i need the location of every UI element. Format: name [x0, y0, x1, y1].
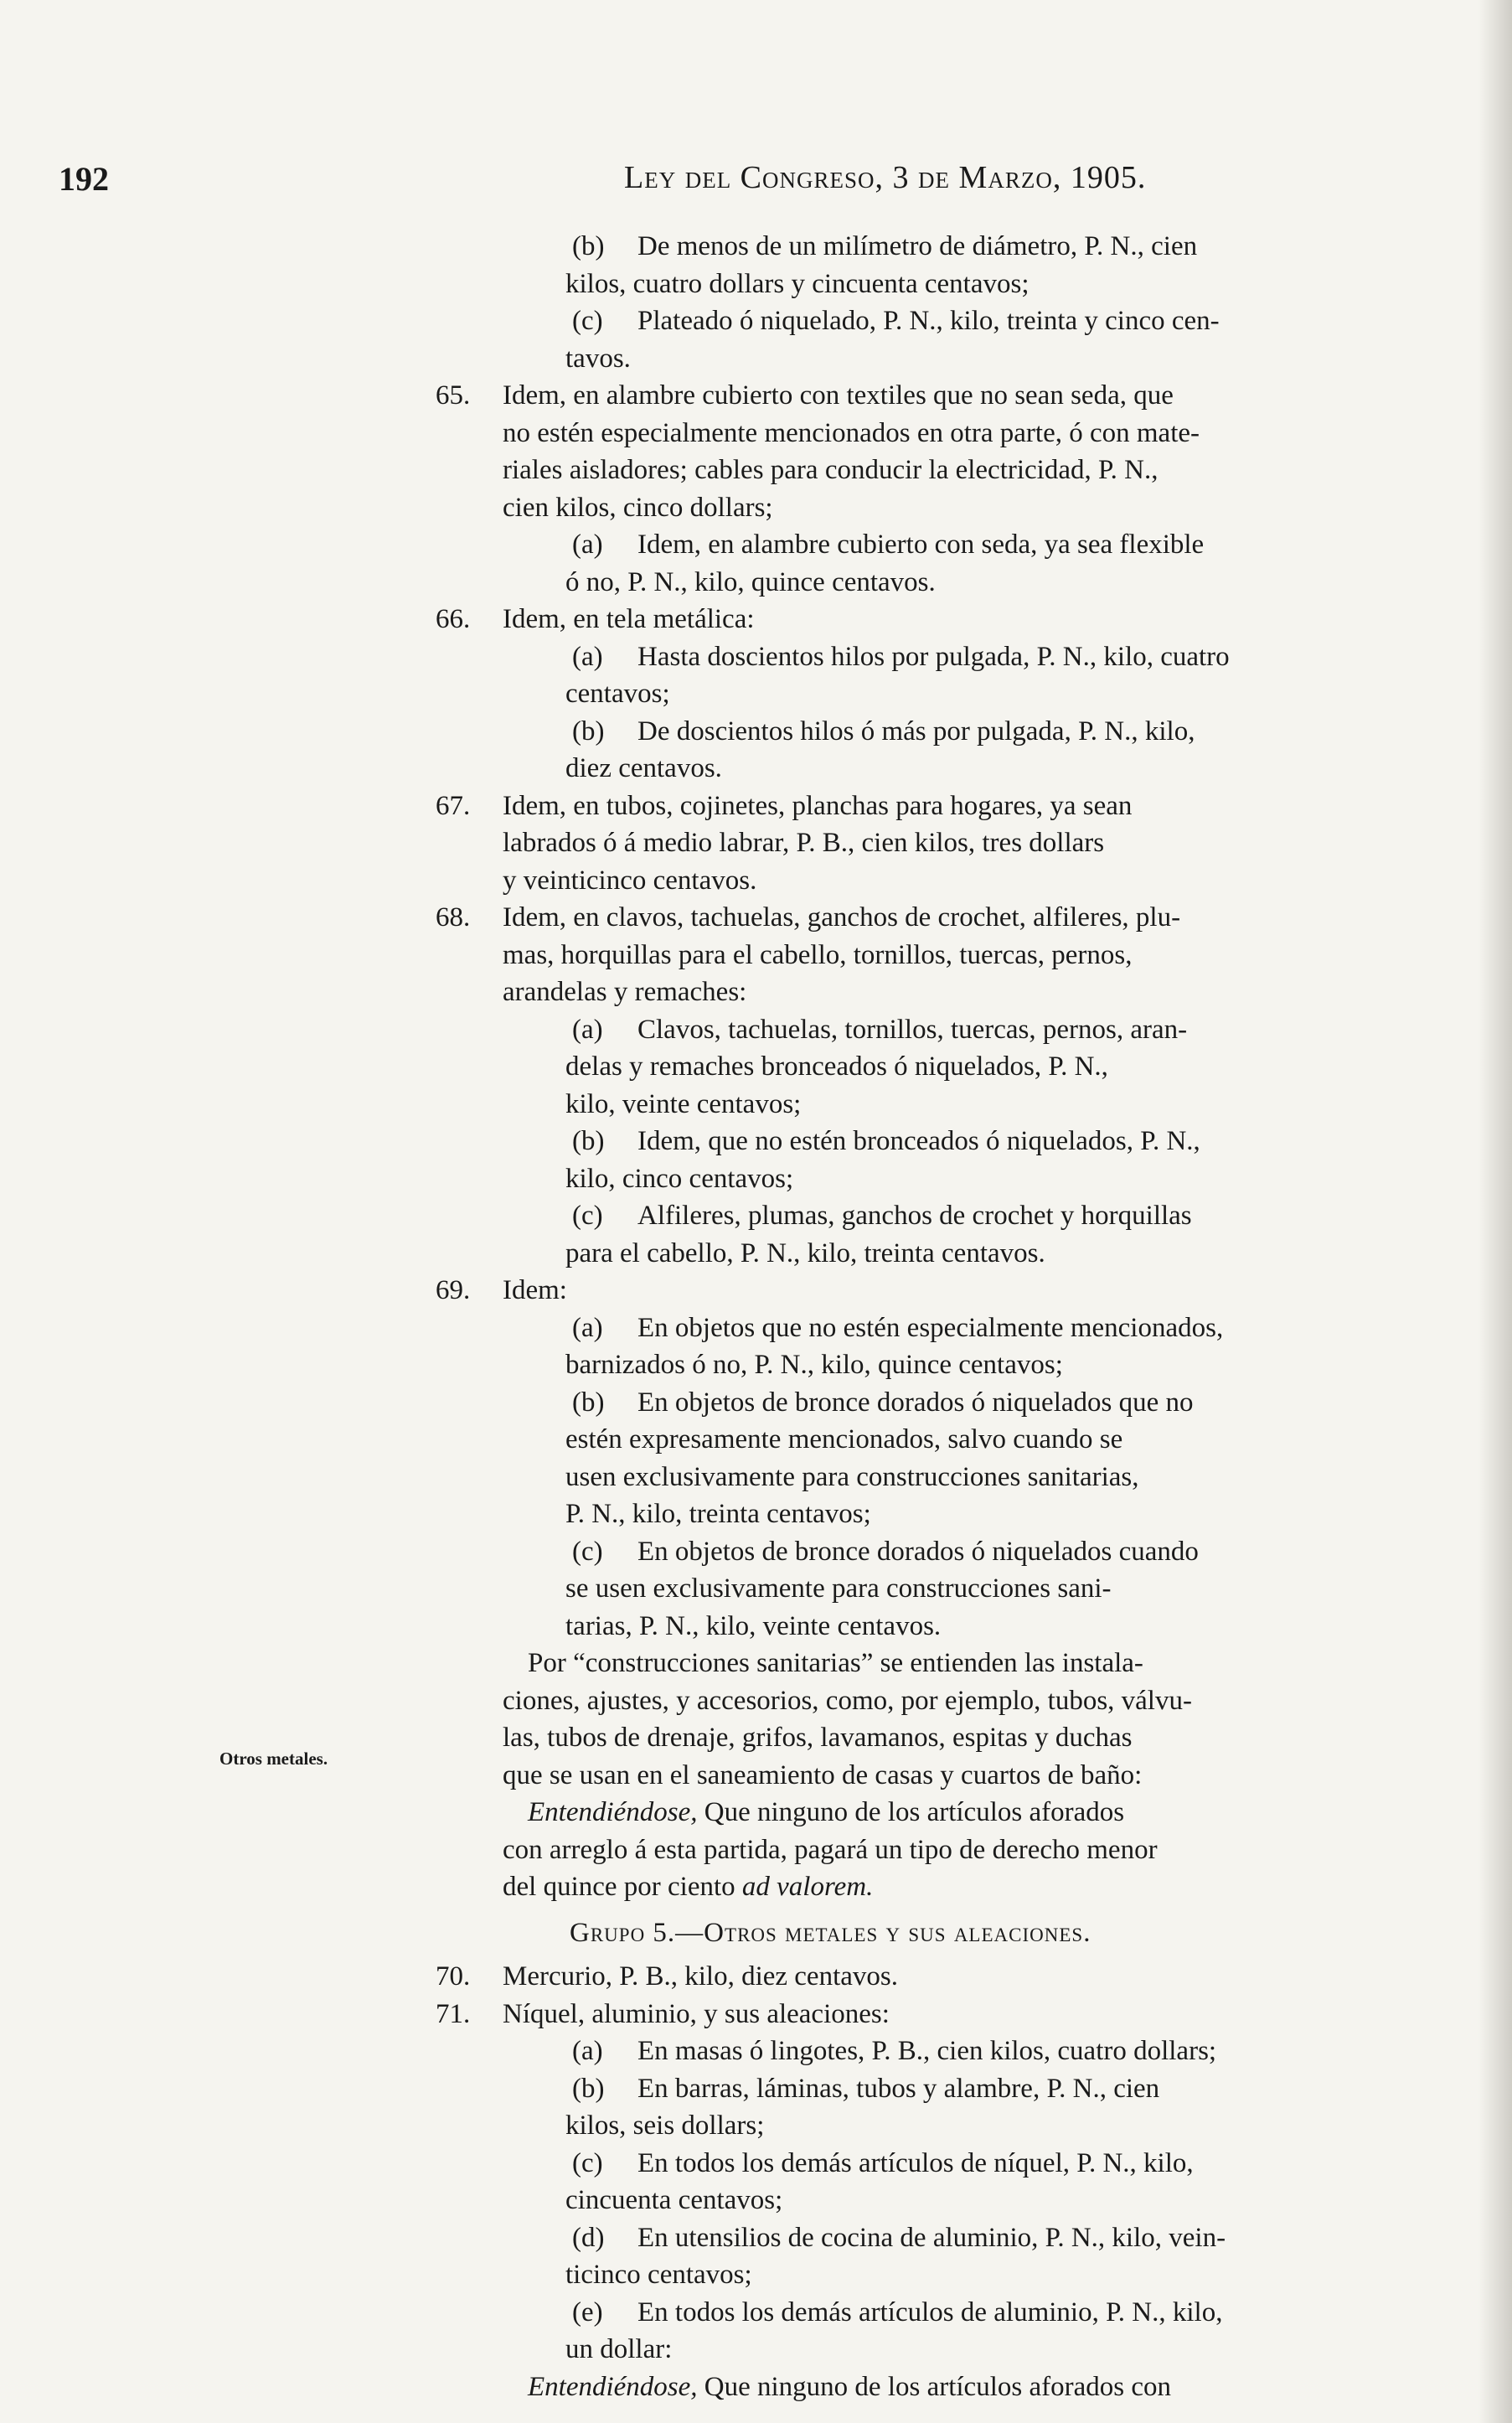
text-line — [436, 2107, 1407, 2145]
tariff-text-block-1 — [436, 228, 1407, 1906]
line-text: cincuenta centavos; — [565, 2185, 783, 2215]
line-text: ó no, P. N., kilo, quince centavos. — [565, 566, 936, 597]
item-number: 71. — [436, 1998, 471, 2029]
text-line — [436, 974, 1407, 1011]
line-text: estén expresamente mencionados, salvo cuando se — [565, 1424, 1123, 1454]
tariff-text-block-2 — [436, 1958, 1407, 2405]
line-text: un dollar: — [565, 2334, 673, 2364]
text-line — [436, 2256, 1407, 2294]
subsection-label: (b) — [572, 2073, 605, 2104]
line-text: usen exclusivamente para construcciones sanitarias, — [565, 1461, 1139, 1492]
text-line — [436, 1757, 1407, 1795]
text-line — [436, 489, 1407, 527]
italic-term: Entendiéndose, — [528, 1797, 698, 1827]
text-line — [436, 862, 1407, 900]
line-text: Idem, que no estén bronceados ó niquelados, P. N., — [637, 1126, 1200, 1156]
line-text: Idem, en alambre cubierto con textiles que no sean seda, que — [503, 380, 1174, 411]
line-text: barnizados ó no, P. N., kilo, quince centavos; — [565, 1350, 1063, 1380]
text-line — [436, 750, 1407, 788]
running-head — [0, 159, 1512, 209]
text-line — [436, 1197, 1407, 1235]
text-line — [436, 1958, 1407, 1996]
subsection-label: (b) — [572, 1126, 605, 1156]
line-text: En utensilios de cocina de aluminio, P. N., kilo, vein- — [637, 2222, 1226, 2253]
line-text: En objetos de bronce dorados ó niquelados cuando — [637, 1536, 1199, 1567]
text-line — [436, 2219, 1407, 2257]
line-text: se usen exclusivamente para construcciones sani- — [565, 1573, 1112, 1604]
subsection-label: (b) — [572, 716, 605, 747]
text-line — [436, 2033, 1407, 2070]
subsection-label: (d) — [572, 2222, 605, 2253]
text-line — [436, 638, 1407, 676]
text-line — [436, 1048, 1407, 1086]
line-text: ciones, ajustes, y accesorios, como, por ejemplo, tubos, válvu- — [503, 1685, 1192, 1716]
line-text: En masas ó lingotes, P. B., cien kilos, cuatro dollars; — [637, 2036, 1217, 2066]
line-text: En objetos que no estén especialmente mencionados, — [637, 1312, 1224, 1343]
line-text: delas y remaches bronceados ó niquelados, P. N., — [565, 1051, 1108, 1082]
line-text: que se usan en el saneamiento de casas y cuartos de baño: — [503, 1759, 1143, 1790]
line-text: centavos; — [565, 679, 670, 709]
text-line — [436, 1682, 1407, 1720]
line-text: kilo, cinco centavos; — [565, 1163, 794, 1194]
text-line — [436, 1235, 1407, 1273]
text-line — [436, 1123, 1407, 1160]
line-text: no estén especialmente mencionados en otra parte, ó con mate- — [503, 417, 1200, 448]
item-number: 68. — [436, 902, 471, 933]
line-text: Por “construcciones sanitarias” se entienden las instala- — [528, 1648, 1143, 1678]
text-line — [436, 1459, 1407, 1496]
line-text: del quince por ciento — [503, 1872, 742, 1902]
item-number: 70. — [436, 1961, 471, 1992]
text-line — [436, 1868, 1407, 1906]
line-text: mas, horquillas para el cabello, tornillos, tuercas, pernos, — [503, 939, 1133, 970]
text-line — [436, 564, 1407, 602]
line-text: labrados ó á medio labrar, P. B., cien kilos, tres dollars — [503, 828, 1105, 858]
margin-note: Otros metales. — [219, 1749, 328, 1769]
text-line — [436, 675, 1407, 713]
text-line — [436, 377, 1407, 415]
italic-term: ad valorem. — [741, 1872, 874, 1902]
line-text: Clavos, tachuelas, tornillos, tuercas, pernos, aran- — [637, 1014, 1188, 1045]
line-text: En objetos de bronce dorados ó niquelados que no — [637, 1387, 1194, 1418]
text-line — [436, 788, 1407, 825]
line-text: Idem, en tubos, cojinetes, planchas para hogares, ya sean — [503, 790, 1133, 821]
group-heading: Grupo 5.—Otros metales y sus aleaciones. — [570, 1917, 1091, 1948]
line-text: Idem, en tela metálica: — [503, 604, 755, 634]
text-line — [436, 2070, 1407, 2108]
text-line — [436, 1831, 1407, 1869]
page-body — [436, 228, 1407, 2405]
line-text: diez centavos. — [565, 753, 722, 783]
line-text: De doscientos hilos ó más por pulgada, P. N., kilo, — [637, 716, 1195, 747]
item-number: 65. — [436, 380, 471, 411]
line-text: Que ninguno de los artículos aforados con — [697, 2371, 1171, 2402]
line-text: con arreglo á esta partida, pagará un tipo de derecho menor — [503, 1834, 1158, 1865]
text-line — [436, 1645, 1407, 1682]
item-number: 69. — [436, 1275, 471, 1305]
text-line — [436, 1011, 1407, 1049]
text-line — [436, 2369, 1407, 2406]
line-text: Idem, en clavos, tachuelas, ganchos de crochet, alfileres, plu- — [503, 902, 1181, 933]
text-line — [436, 601, 1407, 638]
line-text: ticinco centavos; — [565, 2260, 752, 2290]
line-text: De menos de un milímetro de diámetro, P. N., cien — [637, 231, 1198, 261]
line-text: Idem: — [503, 1275, 567, 1305]
text-line — [436, 2294, 1407, 2332]
line-text: las, tubos de drenaje, grifos, lavamanos, espitas y duchas — [503, 1723, 1133, 1753]
text-line — [436, 302, 1407, 340]
text-line — [436, 266, 1407, 303]
text-line — [436, 1794, 1407, 1831]
text-line — [436, 899, 1407, 937]
line-text: Que ninguno de los artículos aforados — [697, 1797, 1125, 1827]
text-line — [436, 1160, 1407, 1198]
subsection-label: (b) — [572, 1387, 605, 1418]
line-text: Alfileres, plumas, ganchos de crochet y horquillas — [637, 1201, 1192, 1231]
subsection-label: (a) — [572, 641, 603, 672]
text-line — [436, 1496, 1407, 1533]
subsection-label: (c) — [572, 306, 603, 336]
italic-term: Entendiéndose, — [528, 2371, 698, 2402]
line-text: Plateado ó niquelado, P. N., kilo, treinta y cinco cen- — [637, 306, 1220, 336]
line-text: tarias, P. N., kilo, veinte centavos. — [565, 1610, 942, 1641]
text-line — [436, 1310, 1407, 1347]
item-number: 66. — [436, 604, 471, 634]
line-text: En todos los demás artículos de níquel, P. N., kilo, — [637, 2147, 1194, 2178]
line-text: kilos, seis dollars; — [565, 2110, 765, 2141]
text-line — [436, 1346, 1407, 1384]
line-text: kilos, cuatro dollars y cincuenta centavos; — [565, 268, 1030, 299]
subsection-label: (b) — [572, 231, 605, 261]
subsection-label: (a) — [572, 1312, 603, 1343]
subsection-label: (c) — [572, 2147, 603, 2178]
text-line — [436, 2145, 1407, 2183]
line-text: arandelas y remaches: — [503, 977, 747, 1007]
running-title: Ley del Congreso, 3 de Marzo, 1905. — [624, 160, 1147, 195]
text-line — [436, 2331, 1407, 2369]
text-line — [436, 2182, 1407, 2219]
text-line — [436, 713, 1407, 751]
subsection-label: (c) — [572, 1201, 603, 1231]
line-text: En todos los demás artículos de aluminio, P. N., kilo, — [637, 2296, 1223, 2327]
line-text: En barras, láminas, tubos y alambre, P. N., cien — [637, 2073, 1160, 2104]
subsection-label: (a) — [572, 530, 603, 560]
line-text: Hasta doscientos hilos por pulgada, P. N., kilo, cuatro — [637, 641, 1230, 672]
line-text: Níquel, aluminio, y sus aleaciones: — [503, 1998, 890, 2029]
text-line — [436, 1533, 1407, 1571]
item-number: 67. — [436, 790, 471, 821]
page-edge-shadow — [1478, 0, 1512, 2423]
text-line — [436, 1272, 1407, 1310]
text-line — [436, 452, 1407, 489]
subsection-label: (a) — [572, 2036, 603, 2066]
text-line — [436, 228, 1407, 266]
text-line — [436, 340, 1407, 378]
line-text: cien kilos, cinco dollars; — [503, 492, 773, 523]
text-line — [436, 1086, 1407, 1124]
line-text: riales aisladores; cables para conducir la electricidad, P. N., — [503, 455, 1159, 485]
page-number: 192 — [59, 160, 109, 198]
subsection-label: (c) — [572, 1536, 603, 1567]
text-line — [436, 1570, 1407, 1608]
line-text: tavos. — [565, 343, 631, 374]
text-line — [436, 1384, 1407, 1422]
text-line — [436, 526, 1407, 564]
text-line — [436, 824, 1407, 862]
line-text: y veinticinco centavos. — [503, 865, 757, 896]
line-text: Mercurio, P. B., kilo, diez centavos. — [503, 1961, 898, 1992]
line-text: kilo, veinte centavos; — [565, 1088, 802, 1119]
text-line — [436, 415, 1407, 452]
subsection-label: (e) — [572, 2296, 603, 2327]
subsection-label: (a) — [572, 1014, 603, 1045]
line-text: Idem, en alambre cubierto con seda, ya sea flexible — [637, 530, 1205, 560]
text-line — [436, 1719, 1407, 1757]
text-line — [436, 1608, 1407, 1645]
text-line — [436, 937, 1407, 974]
line-text: para el cabello, P. N., kilo, treinta centavos. — [565, 1237, 1045, 1268]
text-line — [436, 1421, 1407, 1459]
text-line — [436, 1996, 1407, 2033]
line-text: P. N., kilo, treinta centavos; — [565, 1499, 871, 1529]
